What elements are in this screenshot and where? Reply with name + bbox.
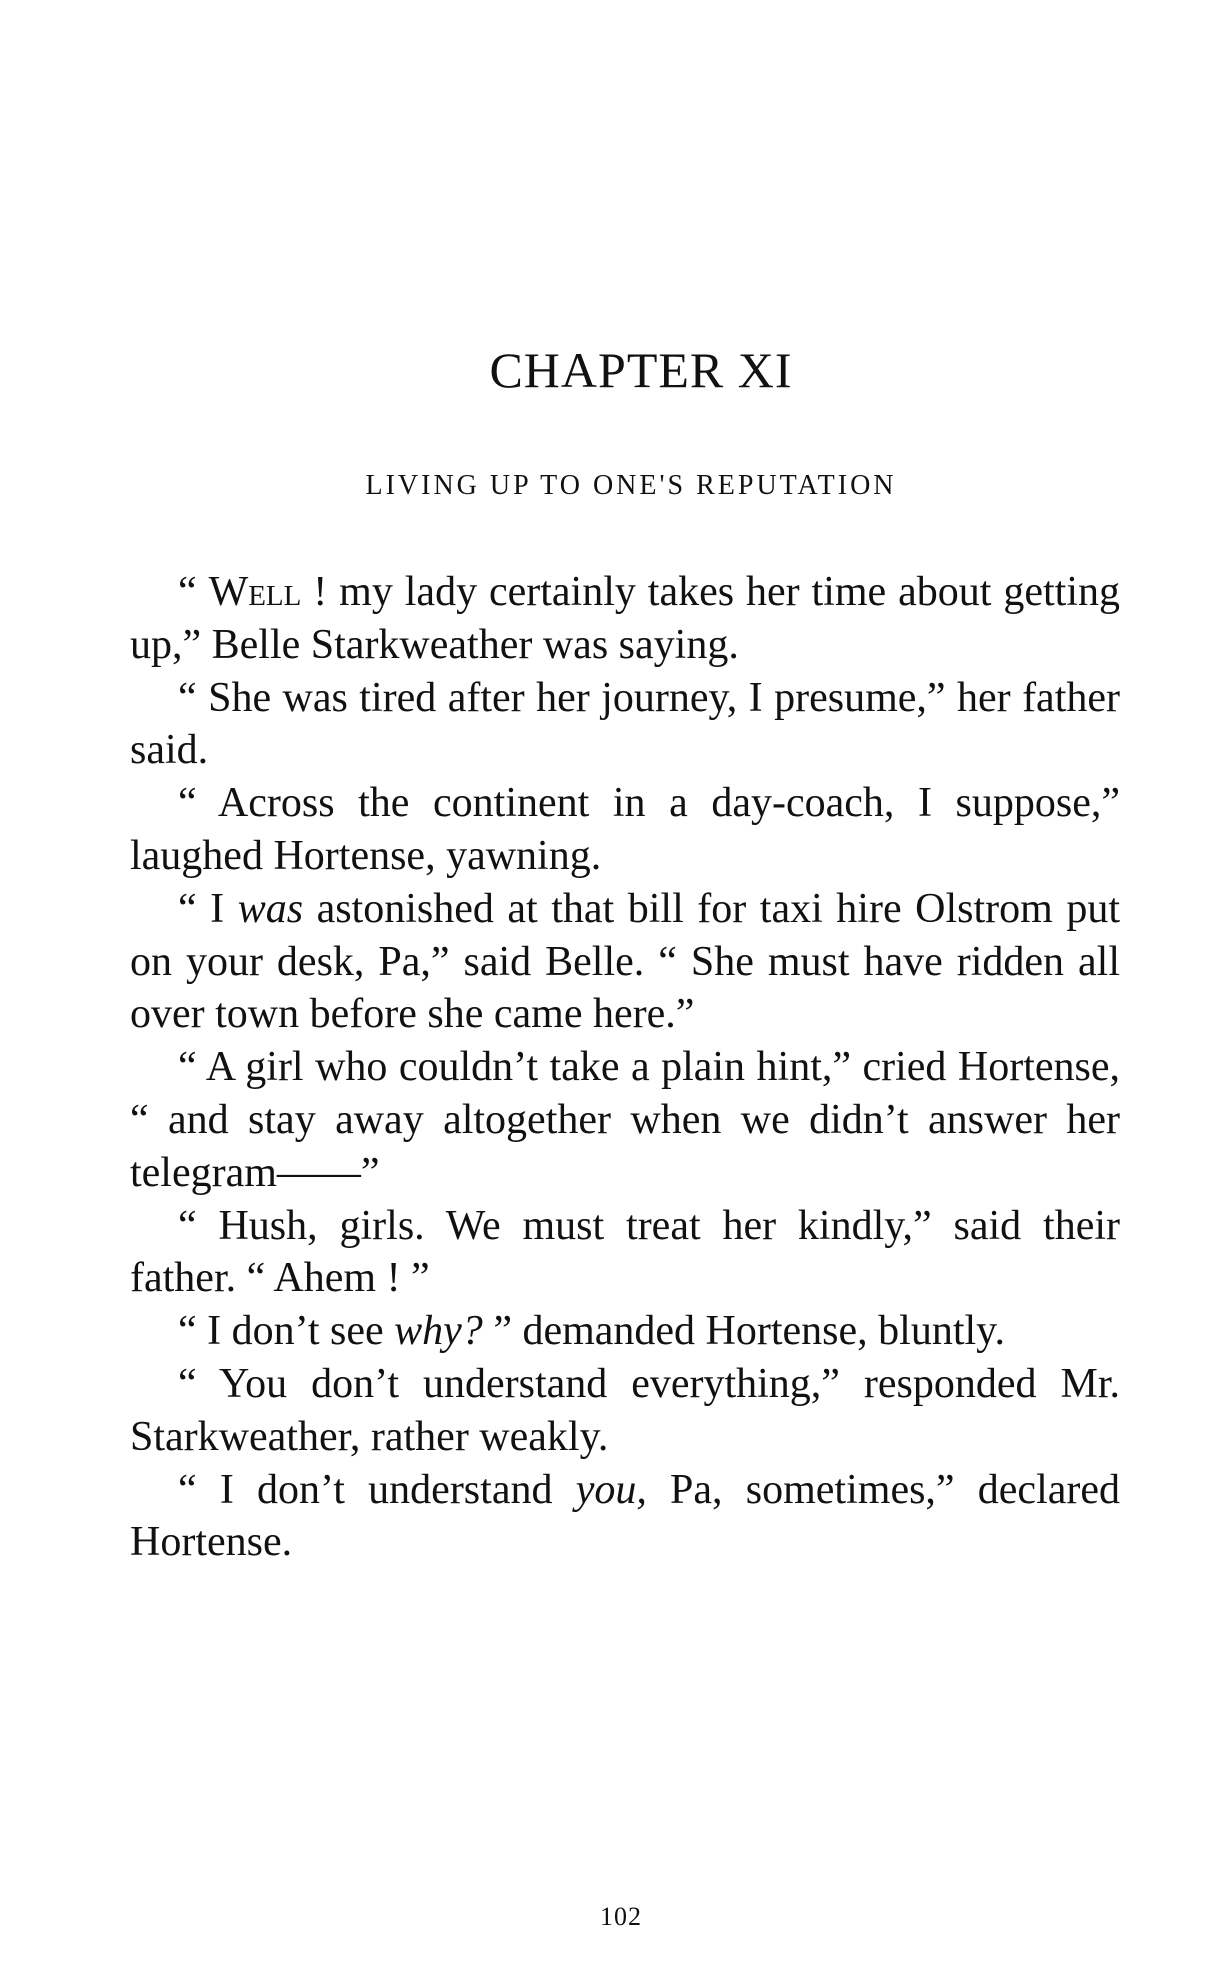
paragraph-1 xyxy=(130,566,1120,672)
paragraph-1-text: ! my lady certainly takes her time about getting up,” Belle Starkweather was saying. xyxy=(130,569,1120,668)
paragraph-7-emphasis: why? xyxy=(394,1308,483,1355)
paragraph-9-emphasis: you, xyxy=(575,1466,647,1513)
paragraph-7-before: “ I don’t see xyxy=(178,1308,395,1355)
chapter-subtitle: LIVING UP TO ONE'S REPUTATION xyxy=(365,470,897,501)
paragraph-7-after: ” demanded Hortense, bluntly. xyxy=(482,1308,1005,1355)
paragraph-9-before: “ I don’t understand xyxy=(178,1466,576,1513)
paragraph-7 xyxy=(130,1305,1120,1358)
opening-word: Well xyxy=(208,569,302,615)
paragraph-2: “ She was tired after her journey, I presume,” her father said. xyxy=(130,674,1120,774)
paragraph-4 xyxy=(130,883,1120,1041)
paragraph-6: “ Hush, girls. We must treat her kindly,” said their father. “ Ahem ! ” xyxy=(130,1202,1120,1302)
paragraph-9-after: Pa, sometimes,” declared Hortense. xyxy=(130,1466,1121,1566)
paragraph-4-emphasis: was xyxy=(237,885,304,932)
paragraph-4-before: “ I xyxy=(178,885,238,932)
paragraph-4-after: astonished at that bill for taxi hire Olstrom put on your desk, Pa,” said Belle. “ She must have ridden all over town before she came here.” xyxy=(130,885,1120,1038)
paragraph-3: “ Across the continent in a day-coach, I suppose,” laughed Hortense, yawning. xyxy=(130,780,1120,879)
paragraph-8: “ You don’t understand everything,” responded Mr. Starkweather, rather weakly. xyxy=(130,1360,1120,1460)
paragraph-5: “ A girl who couldn’t take a plain hint,” cried Hortense, “ and stay away altogether when we didn’t answer her telegram——” xyxy=(130,1044,1120,1196)
chapter-body xyxy=(130,566,1120,1569)
opening-quote: “ xyxy=(178,569,209,615)
chapter-heading: CHAPTER XI xyxy=(489,342,793,398)
page-number: 102 xyxy=(600,1902,642,1931)
paragraph-9 xyxy=(130,1464,1120,1570)
